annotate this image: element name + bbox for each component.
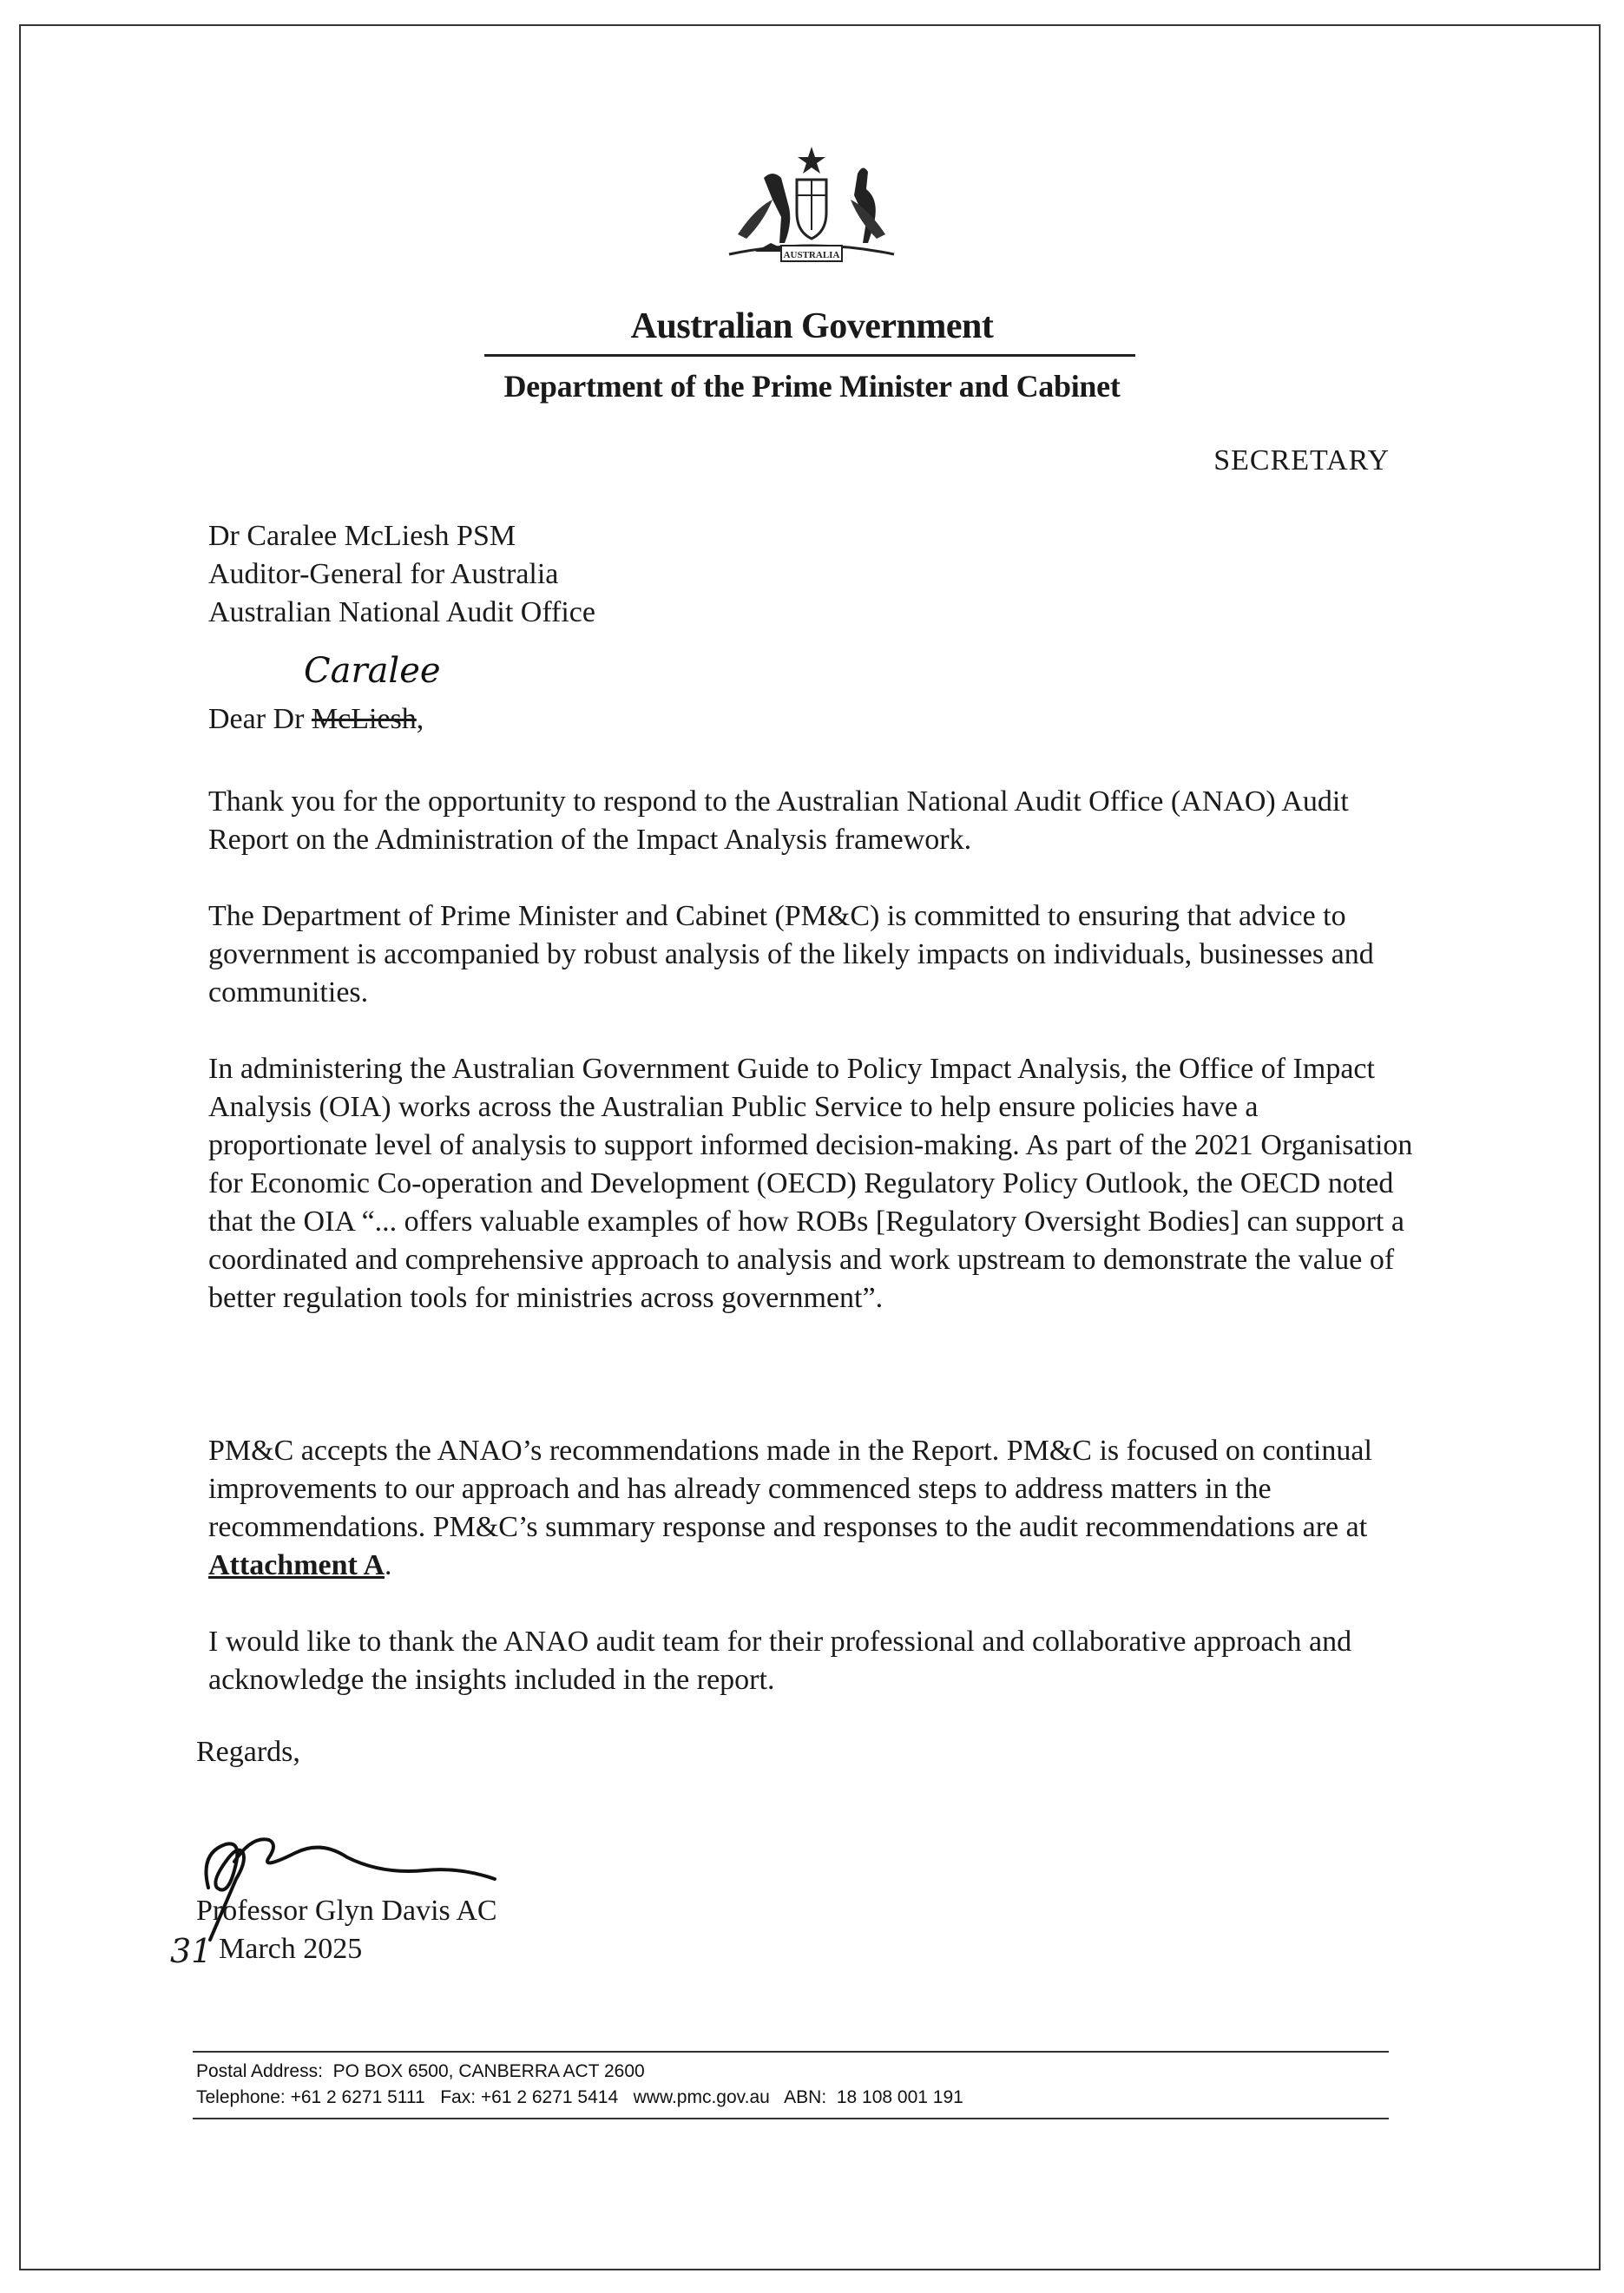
- department-title: Department of the Prime Minister and Cabinet: [503, 369, 1121, 404]
- paragraph-5: I would like to thank the ANAO audit team for their professional and collaborative approach and acknowledge the insights included in the report.: [208, 1626, 1352, 1696]
- salutation: [208, 703, 424, 736]
- paragraph-3: In administering the Australian Government Guide to Policy Impact Analysis, the Office of Impact Analysis (OIA) works across the Australian Public Service to help ensure policies have a proportionate level of analysis to support informed decision-making. As part of the 2021 Organisation for Economic Co-operation and Development (OECD) Regulatory Policy Outlook, the OECD noted that the OIA “... offers valuable examples of how ROBs [Regulatory Oversight Bodies] can support a coordinated and comprehensive approach to analysis and work upstream to demonstrate the value of better regulation tools for ministries across government”.: [208, 1053, 1413, 1314]
- paragraph-4-text: PM&C accepts the ANAO’s recommendations made in the Report. PM&C is focused on continual improvements to our approach and has already commenced steps to address matters in the recommendations. PM&C’s summary response and responses to the audit recommendations are at: [208, 1435, 1372, 1543]
- paragraph-2: The Department of Prime Minister and Cabinet (PM&C) is committed to ensuring that advice to government is accompanied by robust analysis of the likely impacts on individuals, businesses and communities.: [208, 900, 1374, 1009]
- crest-motto: AUSTRALIA: [783, 250, 840, 260]
- coat-of-arms-icon: [712, 143, 911, 273]
- government-title: Australian Government: [630, 306, 994, 346]
- recipient-title: Auditor-General for Australia: [208, 558, 559, 590]
- salutation-struck-name: McLiesh: [311, 703, 417, 735]
- footer: [196, 2059, 963, 2111]
- footer-rule-bottom: [193, 2118, 1389, 2119]
- letter-date: March 2025: [219, 1933, 363, 1965]
- handwritten-first-name: Caralee: [304, 651, 441, 691]
- salutation-suffix: ,: [416, 703, 424, 735]
- handwritten-date-day: 31: [170, 1932, 213, 1970]
- recipient-address: [208, 517, 595, 632]
- recipient-name: Dr Caralee McLiesh PSM: [208, 520, 516, 552]
- paragraph-1: Thank you for the opportunity to respond to the Australian National Audit Office (ANAO) Audit Report on the Administration of the Impact Analysis framework.: [208, 785, 1349, 856]
- closing-regards: Regards,: [196, 1736, 300, 1768]
- attachment-reference: Attachment A: [208, 1549, 385, 1581]
- footer-contact-details: Telephone: +61 2 6271 5111 Fax: +61 2 6271 5414 www.pmc.gov.au ABN: 18 108 001 191: [196, 2087, 963, 2107]
- signatory-block: [196, 1892, 497, 1968]
- salutation-prefix: Dear Dr: [208, 703, 312, 735]
- paragraph-4: [208, 1432, 1423, 1585]
- signatory-name: Professor Glyn Davis AC: [196, 1895, 497, 1927]
- footer-postal-address: Postal Address: PO BOX 6500, CANBERRA ACT 2600: [196, 2061, 645, 2081]
- paragraph-4-end: .: [385, 1549, 392, 1581]
- recipient-organisation: Australian National Audit Office: [208, 596, 595, 628]
- footer-rule-top: [193, 2051, 1389, 2053]
- letterhead-rule: [484, 354, 1135, 357]
- office-label: SECRETARY: [1213, 444, 1390, 476]
